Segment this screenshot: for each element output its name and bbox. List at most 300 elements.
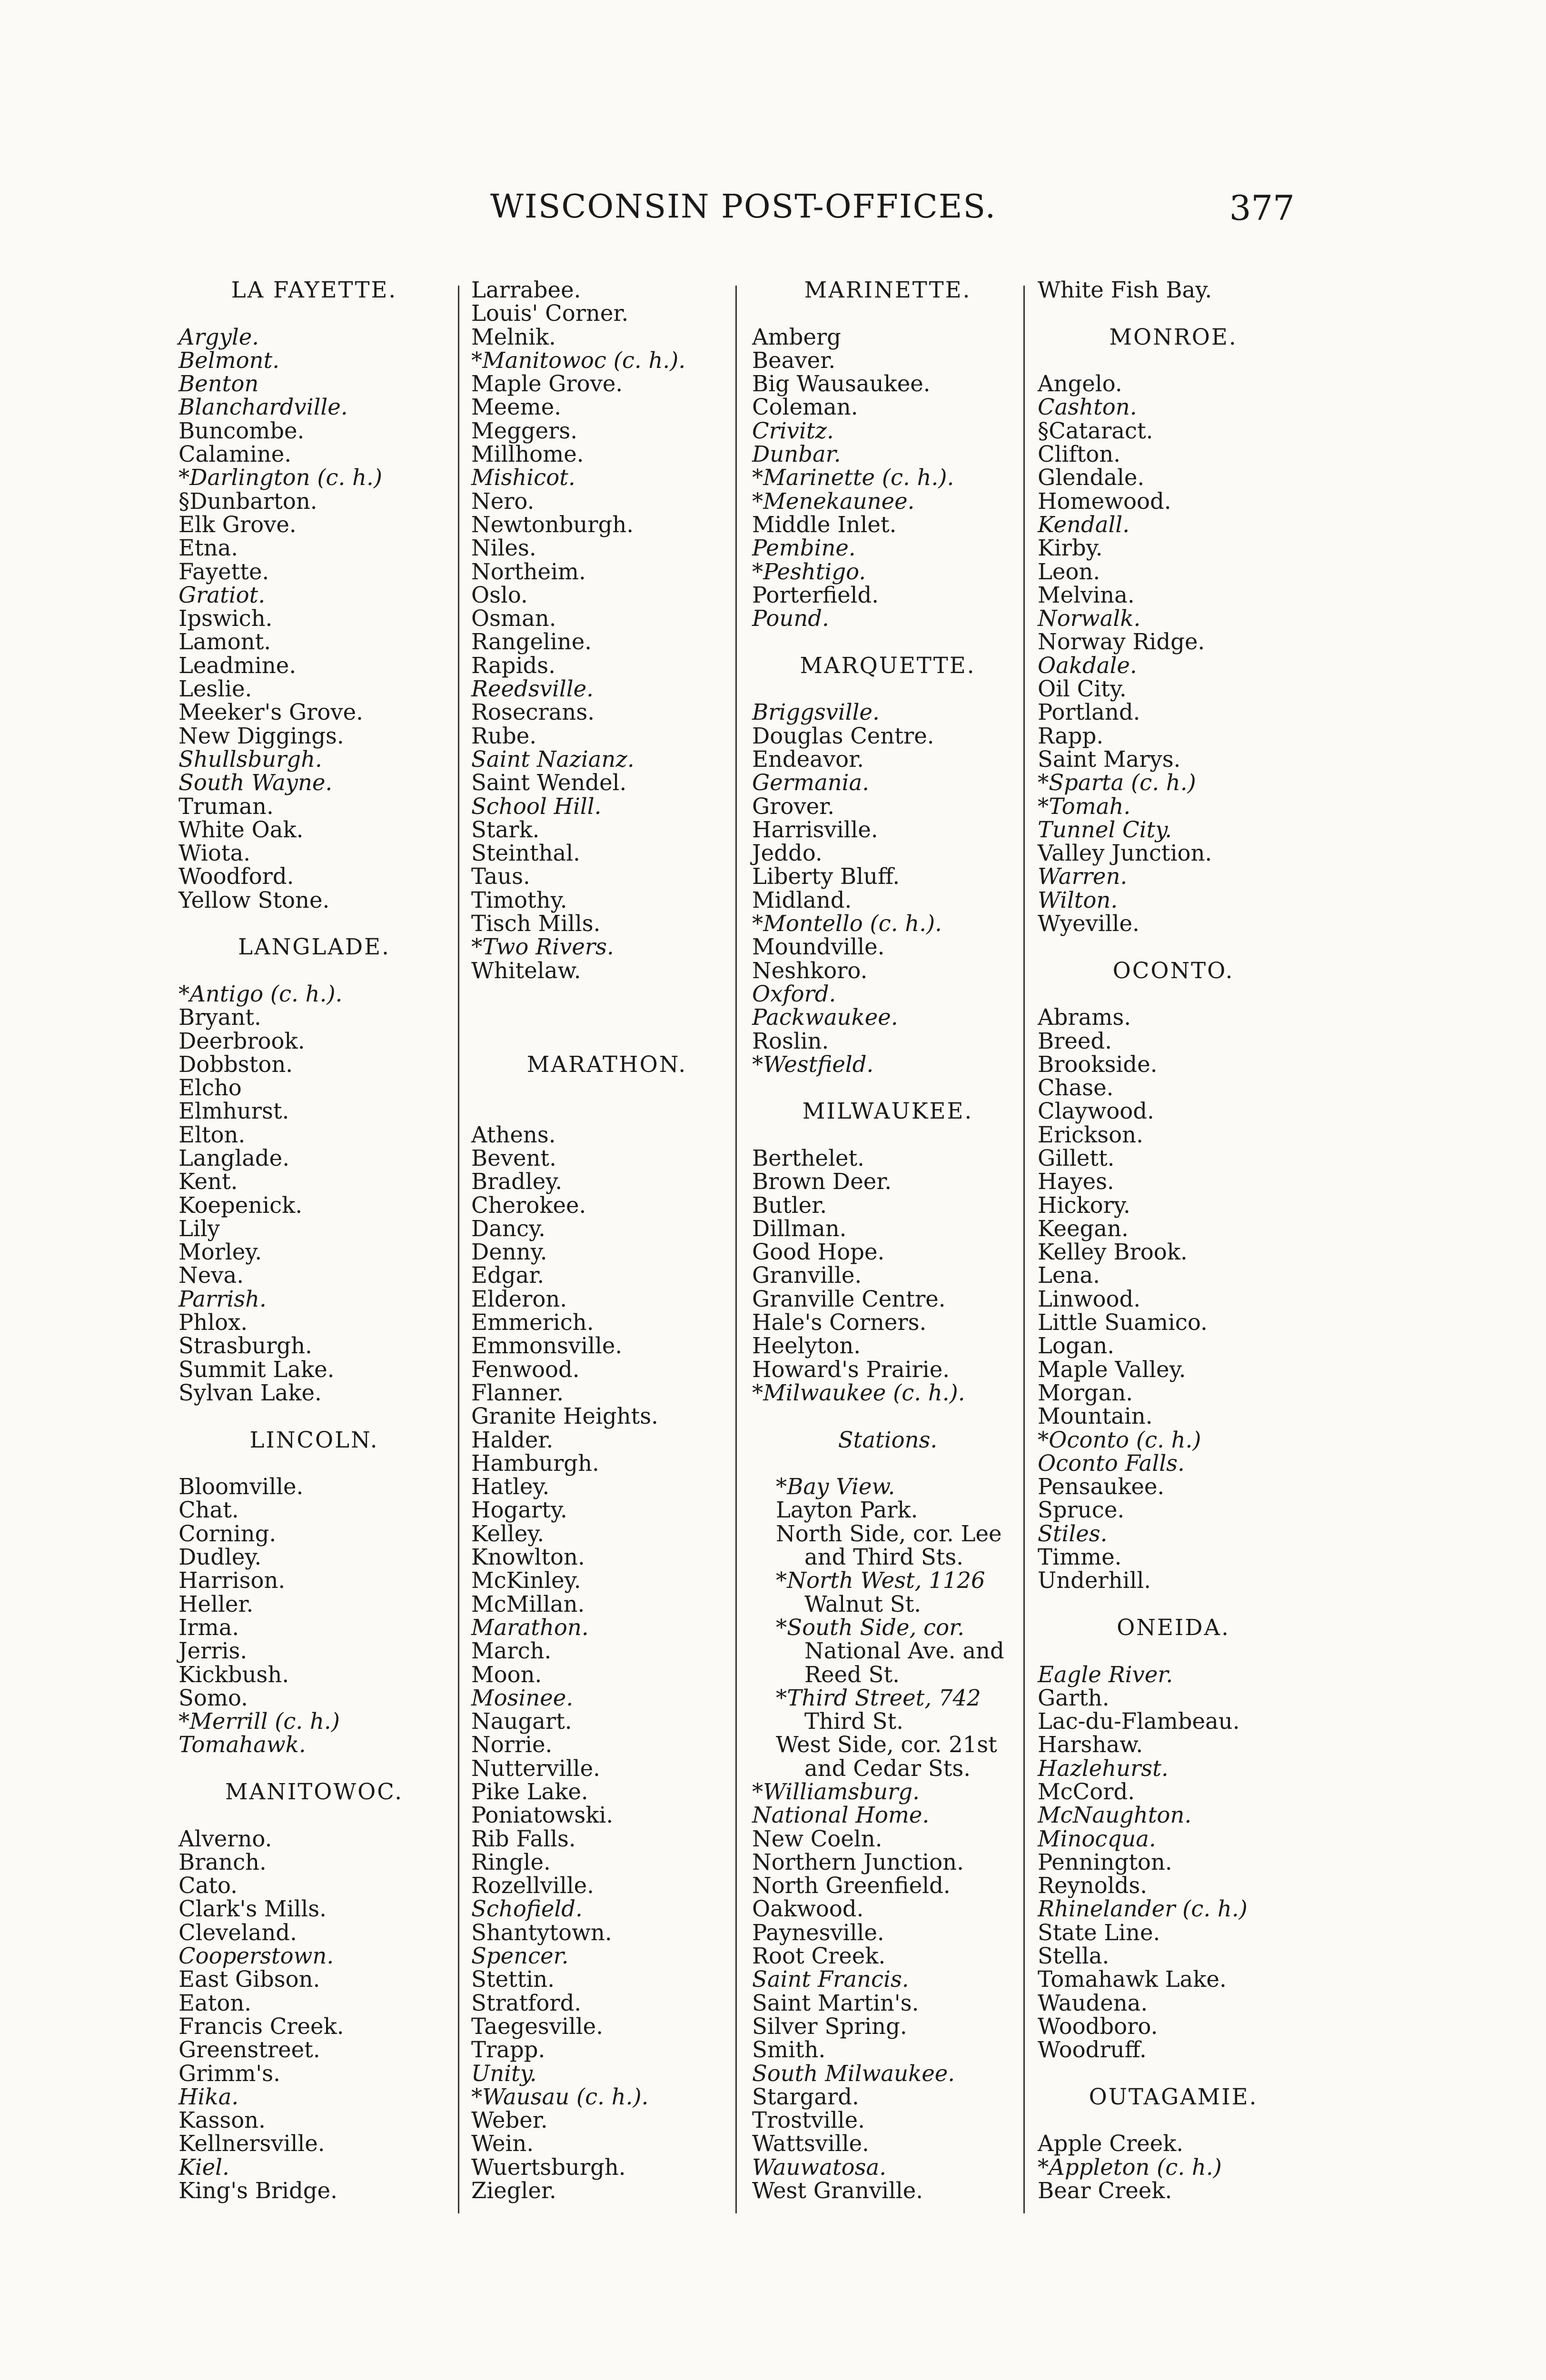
post-office-entry: Athens.	[471, 1121, 556, 1148]
post-office-entry: Abrams.	[1038, 1004, 1131, 1031]
post-office-entry: Hickory.	[1038, 1192, 1130, 1218]
post-office-entry: Rangeline.	[471, 629, 592, 655]
post-office-entry: Silver Spring.	[752, 2013, 907, 2039]
post-office-entry: Minocqua.	[1038, 1825, 1156, 1852]
spacer	[1038, 1639, 1309, 1663]
post-office-entry: Ipswich.	[178, 605, 273, 632]
post-office-entry: Phlox.	[178, 1309, 248, 1336]
post-office-entry: Fenwood.	[471, 1356, 580, 1382]
post-office-entry: Maple Grove.	[471, 371, 623, 397]
post-office-entry: Valley Junction.	[1038, 840, 1212, 866]
post-office-entry: Cherokee.	[471, 1192, 586, 1218]
post-office-entry: Morley.	[178, 1239, 262, 1265]
spacer	[471, 1006, 743, 1029]
county-heading: MARQUETTE.	[800, 652, 976, 678]
spacer	[178, 1757, 450, 1780]
post-office-entry: Middle Inlet.	[752, 511, 897, 537]
post-office-entry: Schofield.	[471, 1896, 583, 1922]
post-office-entry: Brookside.	[1038, 1051, 1158, 1077]
post-office-entry: Hogarty.	[471, 1497, 567, 1523]
post-office-entry: Waudena.	[1038, 1990, 1148, 2016]
post-office-entry: Breed.	[1038, 1028, 1112, 1054]
spacer	[1038, 302, 1309, 325]
post-office-entry: Oakdale.	[1038, 652, 1137, 678]
post-office-entry: Benton	[178, 371, 259, 397]
post-office-entry: South Wayne.	[178, 770, 333, 796]
post-office-entry: West Side, cor. 21st	[776, 1732, 997, 1758]
post-office-entry: Oil City.	[1038, 676, 1127, 702]
post-office-entry: Hamburgh.	[471, 1450, 599, 1476]
post-office-entry: Dunbar.	[752, 441, 841, 467]
county-heading: MARATHON.	[526, 1051, 687, 1077]
post-office-entry: Summit Lake.	[178, 1356, 335, 1382]
spacer	[752, 1452, 1023, 1475]
post-office-entry: Walnut St.	[804, 1591, 922, 1617]
page-title: WISCONSIN POST-OFFICES.	[490, 188, 997, 226]
post-office-entry: Blanchardville.	[178, 394, 348, 420]
post-office-entry: Mountain.	[1038, 1403, 1153, 1429]
spacer	[471, 1030, 743, 1053]
post-office-entry: Layton Park.	[776, 1497, 918, 1523]
post-office-entry: Nutterville.	[471, 1755, 600, 1781]
post-office-entry: Lily	[178, 1215, 220, 1241]
spacer	[752, 1076, 1023, 1100]
post-office-entry: Roslin.	[752, 1028, 829, 1054]
post-office-entry: Larrabee.	[471, 277, 581, 303]
post-office-entry: Irma.	[178, 1614, 239, 1640]
post-office-entry: Root Creek.	[752, 1943, 886, 1969]
spacer	[471, 1100, 743, 1123]
post-office-entry: Coleman.	[752, 394, 858, 420]
post-office-entry: Niles.	[471, 535, 536, 561]
post-office-entry: Mosinee.	[471, 1685, 574, 1711]
spacer	[178, 1452, 450, 1475]
post-office-entry: Branch.	[178, 1849, 267, 1875]
post-office-entry: West Granville.	[752, 2178, 923, 2204]
post-office-entry: Newtonburgh.	[471, 511, 634, 537]
post-office-entry: Pembine.	[752, 535, 856, 561]
post-office-entry: Wauwatosa.	[752, 2154, 886, 2180]
post-office-entry: Paynesville.	[752, 1919, 884, 1945]
column-rule-2	[735, 286, 737, 2213]
post-office-entry: Shantytown.	[471, 1919, 612, 1945]
post-office-entry: Wattsville.	[752, 2131, 869, 2157]
post-office-entry: *Wausau (c. h.).	[471, 2083, 649, 2110]
post-office-entry: Chat.	[178, 1497, 239, 1523]
spacer	[471, 982, 743, 1006]
post-office-entry: Ziegler.	[471, 2178, 556, 2204]
post-office-entry: Saint Martin's.	[752, 1990, 919, 2016]
post-office-entry: Whitelaw.	[471, 957, 581, 983]
post-office-entry: Smith.	[752, 2037, 826, 2063]
post-office-entry: Trapp.	[471, 2037, 545, 2063]
post-office-entry: Stargard.	[752, 2083, 859, 2110]
post-office-entry: *South Side, cor.	[776, 1614, 964, 1640]
column-rule-1	[458, 286, 459, 2213]
post-office-entry: Leon.	[1038, 558, 1100, 585]
spacer	[752, 302, 1023, 325]
post-office-entry: Rib Falls.	[471, 1825, 576, 1852]
post-office-entry: Wuertsburgh.	[471, 2154, 626, 2180]
post-office-entry: *Peshtigo.	[752, 558, 866, 585]
post-office-entry: Rosecrans.	[471, 699, 595, 725]
post-office-entry: Belmont.	[178, 347, 280, 373]
post-office-entry: Eaton.	[178, 1990, 252, 2016]
post-office-entry: Melnik.	[471, 324, 556, 350]
post-office-entry: Norrie.	[471, 1732, 553, 1758]
post-office-entry: *Montello (c. h.).	[752, 911, 942, 937]
post-office-entry: Granville Centre.	[752, 1286, 946, 1312]
post-office-entry: *Appleton (c. h.)	[1038, 2154, 1222, 2180]
spacer	[1038, 2062, 1309, 2085]
column-4	[1038, 278, 1309, 2202]
spacer	[178, 912, 450, 935]
post-office-entry: Neva.	[178, 1262, 244, 1289]
post-office-entry: Somo.	[178, 1685, 248, 1711]
post-office-entry: Moon.	[471, 1661, 542, 1687]
post-office-entry: §Cataract.	[1038, 417, 1153, 444]
post-office-entry: Francis Creek.	[178, 2013, 344, 2039]
post-office-entry: *North West, 1126	[776, 1567, 985, 1594]
post-office-entry: Beaver.	[752, 347, 836, 373]
post-office-entry: Poniatowski.	[471, 1802, 614, 1828]
post-office-entry: Kellnersville.	[178, 2131, 325, 2157]
post-office-entry: Rozellville.	[471, 1873, 594, 1899]
post-office-entry: Lac-du-Flambeau.	[1038, 1708, 1240, 1735]
post-office-entry: Timothy.	[471, 887, 567, 913]
post-office-entry: South Milwaukee.	[752, 2060, 955, 2086]
post-office-entry: Meggers.	[471, 417, 578, 444]
post-office-entry: Rapids.	[471, 652, 555, 678]
post-office-entry: Clifton.	[1038, 441, 1120, 467]
post-office-entry: Kiel.	[178, 2154, 229, 2180]
post-office-entry: Osman.	[471, 605, 556, 632]
post-office-entry: Oxford.	[752, 981, 836, 1007]
post-office-entry: Woodruff.	[1038, 2037, 1147, 2063]
post-office-entry: Lena.	[1038, 1262, 1100, 1289]
spacer	[1038, 349, 1309, 372]
spacer	[178, 302, 450, 325]
post-office-entry: New Diggings.	[178, 723, 344, 749]
county-heading: MILWAUKEE.	[802, 1098, 973, 1124]
post-office-entry: Unity.	[471, 2060, 537, 2086]
post-office-entry: Clark's Mills.	[178, 1896, 327, 1922]
post-office-entry: Hazlehurst.	[1038, 1755, 1169, 1781]
post-office-entry: *Oconto (c. h.)	[1038, 1427, 1201, 1453]
post-office-entry: State Line.	[1038, 1919, 1160, 1945]
post-office-entry: School Hill.	[471, 793, 602, 819]
post-office-entry: King's Bridge.	[178, 2178, 337, 2204]
post-office-entry: §Dunbarton.	[178, 488, 317, 514]
post-office-entry: Howard's Prairie.	[752, 1356, 950, 1382]
post-office-entry: Hika.	[178, 2083, 239, 2110]
post-office-entry: East Gibson.	[178, 1966, 320, 1993]
post-office-entry: Third St.	[804, 1708, 903, 1735]
post-office-entry: Wiota.	[178, 840, 251, 866]
county-heading: LANGLADE.	[238, 934, 390, 960]
post-office-entry: McMillan.	[471, 1591, 585, 1617]
post-office-entry: Morgan.	[1038, 1379, 1133, 1406]
post-office-entry: *Antigo (c. h.).	[178, 981, 343, 1007]
post-office-entry: Tisch Mills.	[471, 911, 601, 937]
post-office-entry: National Home.	[752, 1802, 930, 1828]
spacer	[752, 1123, 1023, 1147]
post-office-entry: Kelley Brook.	[1038, 1239, 1188, 1265]
post-office-entry: Halder.	[471, 1427, 554, 1453]
post-office-entry: Angelo.	[1038, 371, 1122, 397]
post-office-entry: Chase.	[1038, 1075, 1114, 1101]
post-office-entry: Stratford.	[471, 1990, 582, 2016]
spacer	[752, 1405, 1023, 1428]
post-office-entry: *Two Rivers.	[471, 934, 614, 960]
post-office-entry: Ringle.	[471, 1849, 551, 1875]
post-office-entry: Parrish.	[178, 1286, 267, 1312]
post-office-entry: Hale's Corners.	[752, 1309, 927, 1336]
post-office-entry: Buncombe.	[178, 417, 305, 444]
page-number: 377	[1229, 188, 1295, 228]
spacer	[471, 1076, 743, 1100]
post-office-entry: Rapp.	[1038, 723, 1104, 749]
post-office-entry: Etna.	[178, 535, 238, 561]
post-office-entry: Glendale.	[1038, 465, 1145, 491]
spacer	[1038, 935, 1309, 959]
post-office-entry: Stark.	[471, 816, 540, 843]
post-office-entry: Wilton.	[1038, 887, 1118, 913]
post-office-entry: Kickbush.	[178, 1661, 289, 1687]
post-office-entry: Portland.	[1038, 699, 1140, 725]
post-office-entry: Meeker's Grove.	[178, 699, 363, 725]
post-office-entry: Bevent.	[471, 1145, 556, 1171]
county-heading: LA FAYETTE.	[231, 277, 397, 303]
post-office-entry: Dillman.	[752, 1215, 847, 1241]
post-office-entry: Kelley.	[471, 1520, 545, 1547]
post-office-entry: Pensaukee.	[1038, 1474, 1165, 1500]
post-office-entry: McCord.	[1038, 1779, 1135, 1805]
post-office-entry: *Third Street, 742	[776, 1685, 981, 1711]
county-heading: ONEIDA.	[1117, 1614, 1230, 1640]
post-office-entry: Millhome.	[471, 441, 584, 467]
post-office-entry: Mishicot.	[471, 465, 575, 491]
post-office-entry: Dancy.	[471, 1215, 545, 1241]
post-office-entry: *Westfield.	[752, 1051, 874, 1077]
post-office-entry: Langlade.	[178, 1145, 289, 1171]
post-office-entry: and Cedar Sts.	[804, 1755, 971, 1781]
post-office-entry: Saint Nazianz.	[471, 746, 634, 772]
post-office-entry: Hayes.	[1038, 1169, 1114, 1195]
post-office-entry: Deerbrook.	[178, 1028, 305, 1054]
post-office-entry: Melvina.	[1038, 582, 1135, 608]
post-office-entry: Taus.	[471, 863, 530, 890]
post-office-entry: *Merrill (c. h.)	[178, 1708, 340, 1735]
post-office-entry: Timme.	[1038, 1544, 1122, 1570]
post-office-entry: Kent.	[178, 1169, 238, 1195]
post-office-entry: Eagle River.	[1038, 1661, 1173, 1687]
column-1	[178, 278, 450, 2202]
post-office-entry: Bear Creek.	[1038, 2178, 1172, 2204]
post-office-entry: Elton.	[178, 1121, 246, 1148]
post-office-entry: Tomahawk Lake.	[1038, 1966, 1227, 1993]
post-office-entry: Truman.	[178, 793, 274, 819]
post-office-entry: Oslo.	[471, 582, 528, 608]
post-office-entry: Elcho	[178, 1075, 242, 1101]
post-office-entry: Tomahawk.	[178, 1732, 306, 1758]
column-rule-3	[1023, 286, 1025, 2213]
county-heading: MONROE.	[1109, 324, 1238, 350]
spacer	[1038, 2109, 1309, 2132]
post-office-entry: *Menekaunee.	[752, 488, 915, 514]
post-office-entry: *Sparta (c. h.)	[1038, 770, 1196, 796]
post-office-entry: Heelyton.	[752, 1333, 861, 1359]
post-office-entry: Linwood.	[1038, 1286, 1141, 1312]
post-office-entry: Elmhurst.	[178, 1098, 289, 1124]
post-office-entry: North Side, cor. Lee	[776, 1520, 1002, 1547]
post-office-entry: National Ave. and	[804, 1638, 1004, 1664]
post-office-entry: Koepenick.	[178, 1192, 303, 1218]
county-heading: MARINETTE.	[804, 277, 971, 303]
post-office-entry: Briggsville.	[752, 699, 880, 725]
post-office-entry: Kasson.	[178, 2107, 266, 2133]
post-office-entry: Northeim.	[471, 558, 586, 585]
post-office-entry: Strasburgh.	[178, 1333, 312, 1359]
post-office-entry: *Marinette (c. h.).	[752, 465, 954, 491]
post-office-entry: *Williamsburg.	[752, 1779, 920, 1805]
post-office-entry: White Fish Bay.	[1038, 277, 1212, 303]
post-office-entry: Stettin.	[471, 1966, 555, 1993]
post-office-entry: Grover.	[752, 793, 835, 819]
post-office-entry: Reedsville.	[471, 676, 594, 702]
post-office-entry: Brown Deer.	[752, 1169, 892, 1195]
post-office-entry: Trostville.	[752, 2107, 865, 2133]
post-office-entry: Heller.	[178, 1591, 254, 1617]
post-office-entry: Saint Marys.	[1038, 746, 1181, 772]
post-office-entry: Argyle.	[178, 324, 259, 350]
post-office-entry: Underhill.	[1038, 1567, 1151, 1594]
post-office-entry: *Bay View.	[776, 1474, 895, 1500]
post-office-entry: Gratiot.	[178, 582, 266, 608]
post-office-entry: Pike Lake.	[471, 1779, 588, 1805]
post-office-entry: Norwalk.	[1038, 605, 1141, 632]
post-office-entry: Tunnel City.	[1038, 816, 1172, 843]
post-office-entry: Grimm's.	[178, 2060, 280, 2086]
post-office-entry: Emmonsville.	[471, 1333, 623, 1359]
post-office-entry: Keegan.	[1038, 1215, 1129, 1241]
post-office-entry: Stiles.	[1038, 1520, 1108, 1547]
post-office-entry: Naugart.	[471, 1708, 572, 1735]
post-office-entry: Packwaukee.	[752, 1004, 898, 1031]
column-2	[471, 278, 743, 2202]
post-office-entry: Homewood.	[1038, 488, 1171, 514]
post-office-entry: Germania.	[752, 770, 870, 796]
post-office-entry: Spencer.	[471, 1943, 569, 1969]
post-office-entry: Leadmine.	[178, 652, 297, 678]
post-office-entry: Oakwood.	[752, 1896, 864, 1922]
post-office-entry: *Milwaukee (c. h.).	[752, 1379, 965, 1406]
post-office-entry: Harshaw.	[1038, 1732, 1143, 1758]
post-office-entry: Spruce.	[1038, 1497, 1125, 1523]
county-heading: MANITOWOC.	[225, 1779, 403, 1805]
post-office-entry: Woodford.	[178, 863, 294, 890]
post-office-entry: McKinley.	[471, 1567, 581, 1594]
post-office-entry: Corning.	[178, 1520, 277, 1547]
post-office-entry: Saint Francis.	[752, 1966, 909, 1993]
post-office-entry: North Greenfield.	[752, 1873, 951, 1899]
county-heading: LINCOLN.	[249, 1427, 379, 1453]
post-office-entry: Rhinelander (c. h.)	[1038, 1896, 1248, 1922]
post-office-entry: Granville.	[752, 1262, 862, 1289]
post-office-entry: Emmerich.	[471, 1309, 594, 1336]
post-office-entry: Meeme.	[471, 394, 562, 420]
post-office-entry: Knowlton.	[471, 1544, 585, 1570]
post-office-entry: McNaughton.	[1038, 1802, 1192, 1828]
post-office-entry: Good Hope.	[752, 1239, 885, 1265]
post-office-entry: Gillett.	[1038, 1145, 1115, 1171]
post-office-entry: Greenstreet.	[178, 2037, 320, 2063]
spacer	[752, 677, 1023, 701]
post-office-entry: Garth.	[1038, 1685, 1110, 1711]
post-office-entry: Logan.	[1038, 1333, 1115, 1359]
post-office-entry: Dudley.	[178, 1544, 262, 1570]
spacer	[178, 1804, 450, 1827]
post-office-entry: Harrisville.	[752, 816, 878, 843]
post-office-entry: Crivitz.	[752, 417, 834, 444]
post-office-entry: Apple Creek.	[1038, 2131, 1184, 2157]
post-office-entry: Rube.	[471, 723, 537, 749]
post-office-entry: Endeavor.	[752, 746, 864, 772]
post-office-entry: Granite Heights.	[471, 1403, 658, 1429]
post-office-entry: Yellow Stone.	[178, 887, 330, 913]
post-office-entry: Bryant.	[178, 1004, 261, 1031]
post-office-entry: Elderon.	[471, 1286, 567, 1312]
post-office-entry: Norway Ridge.	[1038, 629, 1205, 655]
post-office-entry: Douglas Centre.	[752, 723, 934, 749]
post-office-entry: Cooperstown.	[178, 1943, 334, 1969]
post-office-entry: Weber.	[471, 2107, 548, 2133]
post-office-entry: Hatley.	[471, 1474, 550, 1500]
post-office-entry: Nero.	[471, 488, 535, 514]
post-office-entry: Amberg	[752, 324, 841, 350]
post-office-entry: Butler.	[752, 1192, 827, 1218]
post-office-entry: Reynolds.	[1038, 1873, 1148, 1899]
post-office-entry: Denny.	[471, 1239, 547, 1265]
spacer	[1038, 982, 1309, 1006]
post-office-entry: Neshkoro.	[752, 957, 868, 983]
post-office-entry: Edgar.	[471, 1262, 545, 1289]
stations-heading: Stations.	[838, 1427, 938, 1453]
county-heading: OCONTO.	[1112, 957, 1234, 983]
post-office-entry: Oconto Falls.	[1038, 1450, 1185, 1476]
post-office-entry: *Tomah.	[1038, 793, 1131, 819]
post-office-entry: Berthelet.	[752, 1145, 864, 1171]
spacer	[178, 1405, 450, 1428]
post-office-entry: Marathon.	[471, 1614, 589, 1640]
post-office-entry: Cato.	[178, 1873, 238, 1899]
post-office-entry: Harrison.	[178, 1567, 286, 1594]
post-office-entry: Shullsburgh.	[178, 746, 322, 772]
post-office-entry: Bloomville.	[178, 1474, 304, 1500]
post-office-entry: Elk Grove.	[178, 511, 297, 537]
post-office-entry: Midland.	[752, 887, 852, 913]
post-office-entry: Fayette.	[178, 558, 269, 585]
post-office-entry: Northern Junction.	[752, 1849, 964, 1875]
post-office-entry: Porterfield.	[752, 582, 879, 608]
post-office-entry: *Manitowoc (c. h.).	[471, 347, 686, 373]
post-office-entry: and Third Sts.	[804, 1544, 964, 1570]
post-office-entry: Pound.	[752, 605, 829, 632]
post-office-entry: Little Suamico.	[1038, 1309, 1208, 1336]
post-office-entry: Moundville.	[752, 934, 885, 960]
post-office-entry: Wyeville.	[1038, 911, 1140, 937]
post-office-entry: Leslie.	[178, 676, 252, 702]
